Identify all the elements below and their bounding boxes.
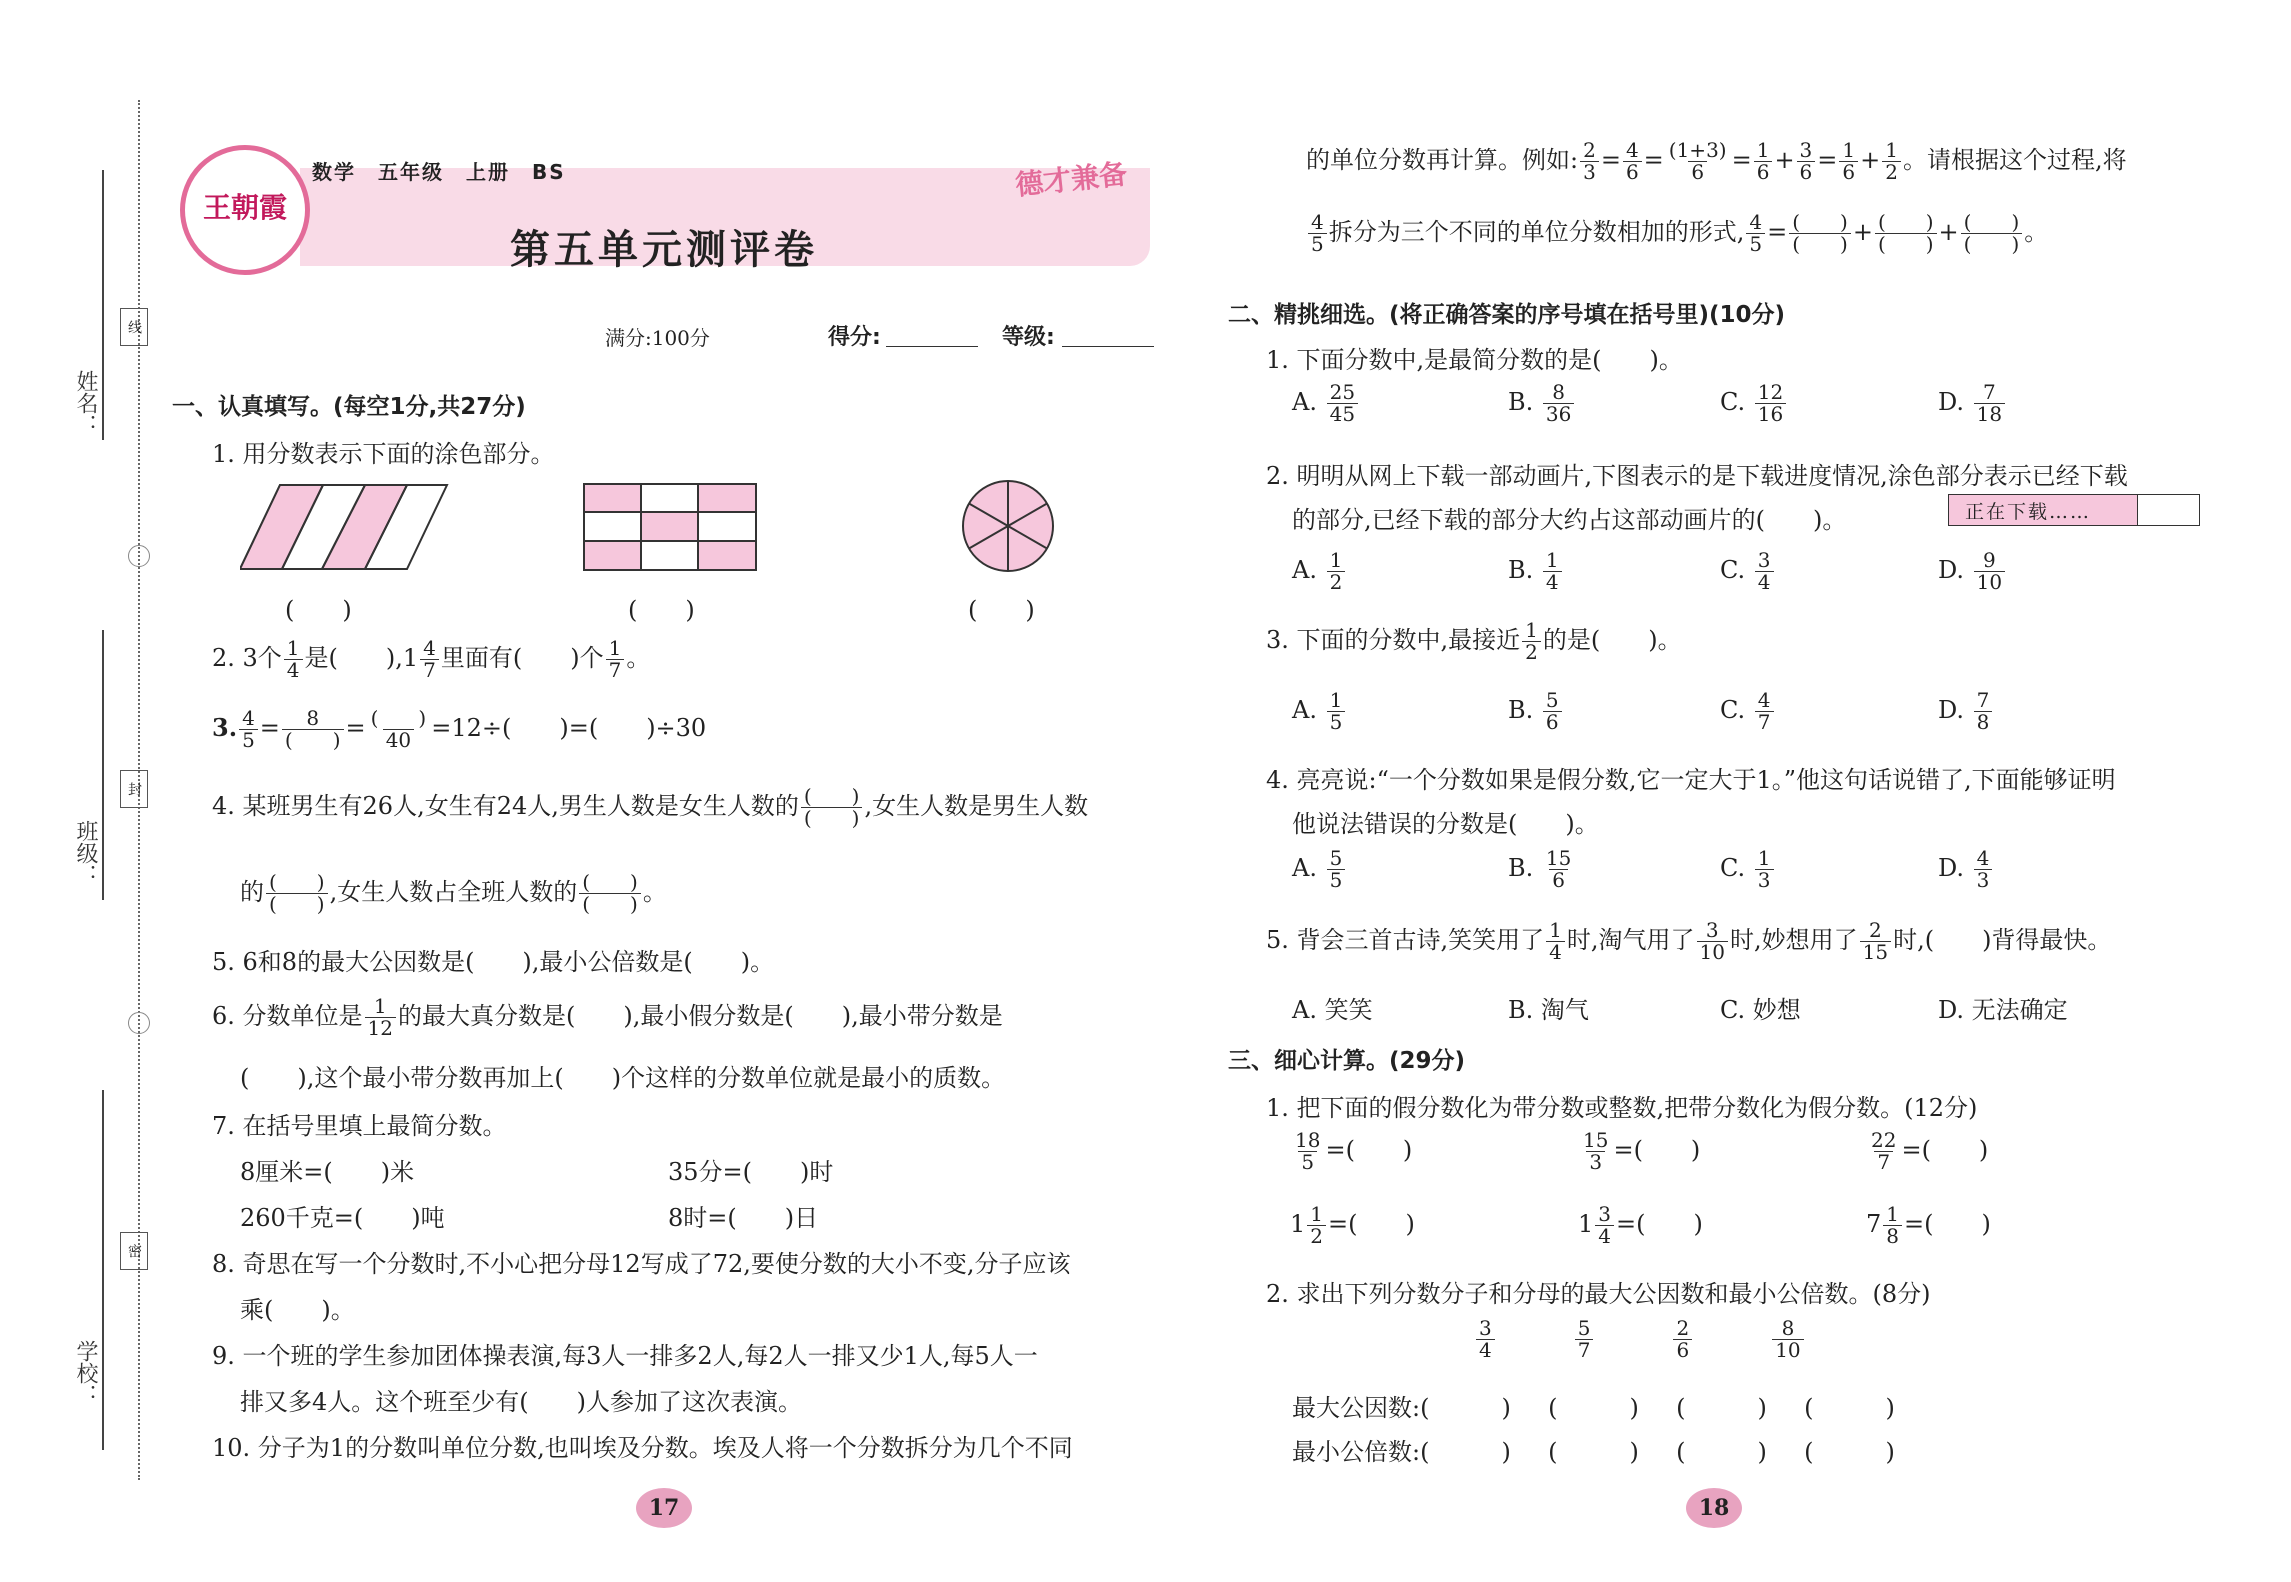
grade-label: 等级: [1002,325,1055,350]
answer-paren-1b[interactable]: ( ) [628,596,695,624]
calc-q2: 2. 求出下列分数分子和分母的最大公因数和最小公倍数。(8分) [1266,1280,1931,1308]
calc-item-5: 1 $\frac{3}{4}$ =( ) [1578,1202,1703,1248]
choice-q4: 4. 亮亮说:“一个分数如果是假分数,它一定大于1。”他这句话说错了,下面能够证明 [1266,766,2116,794]
question-6: 6. 分数单位是 $\frac{1}{12}$ 的最大真分数是( ),最小假分数是( ),最小带分数是 [212,994,1003,1040]
name-underline [102,170,104,440]
brand-logo [180,145,310,275]
choice-q2-options: A. $\frac{1}{2}$ B. $\frac{1}{4}$ C. $\frac{3}{4}$ D. $\frac{9}{10}$ [1292,550,2042,593]
download-text: 正在下载…… [1965,501,2092,523]
question-4-cont: 的 ( ) ( ) ,女生人数占全班人数的 ( ) ( ) 。 [240,870,667,916]
download-progress-bar [1948,494,2200,526]
question-1: 1. 用分数表示下面的涂色部分。 [212,440,555,468]
calc-q2-fractions: $\frac{3}{4}$ $\frac{5}{7}$ $\frac{2}{6}$ $\frac{8}{10}$ [1474,1318,1806,1361]
choice-q3-options: A. $\frac{1}{5}$ B. $\frac{5}{6}$ C. $\frac{4}{7}$ D. $\frac{7}{8}$ [1292,690,2042,733]
answer-paren-1c[interactable]: ( ) [968,596,1035,624]
q7-item-4: 8时=( )日 [668,1204,819,1232]
lcm-row: 最小公倍数:( ) ( ) ( ) ( ) [1292,1438,1895,1466]
choice-q4-options: A. $\frac{5}{5}$ B. $\frac{15}{6}$ C. $\frac{1}{3}$ D. $\frac{4}{3}$ [1292,848,2042,891]
name-label: 姓名： [73,370,98,436]
calc-item-3: $\frac{22}{7}$ =( ) [1871,1128,1989,1174]
question-10-cont: 的单位分数再计算。例如: $\frac{2}{3}$ = $\frac{4}{6}$ = $\frac{(1+3)}{6}$ = $\frac{1}{6}$ + $\frac{3}{6}$ = $\frac{1}{6}$ + $\frac{1}{2}$ 。请根据这个过程,将 [1306,138,2127,184]
question-8-cont: 乘( )。 [240,1296,355,1324]
class-label: 班级： [73,820,98,886]
question-4: 4. 某班男生有26人,女生有24人,男生人数是女生人数的 ( ) ( ) ,女生人数是男生人数 [212,784,1089,830]
seal-xian: 线 [120,308,148,346]
parallelogram-figure [240,482,450,572]
choice-q4-cont: 他说法错误的分数是( )。 [1292,810,1599,838]
seal-mi: 密 [120,1232,148,1270]
calc-item-6: 7 $\frac{1}{8}$ =( ) [1866,1202,1991,1248]
question-8: 8. 奇思在写一个分数时,不小心把分母12写成了72,要使分数的大小不变,分子应该 [212,1250,1071,1278]
calc-q1: 1. 把下面的假分数化为带分数或整数,把带分数化为假分数。(12分) [1266,1094,1978,1122]
choice-q2-cont: 的部分,已经下载的部分大约占这部动画片的( )。 [1292,506,1847,534]
question-10: 10. 分子为1的分数叫单位分数,也叫埃及分数。埃及人将一个分数拆分为几个不同 [212,1434,1073,1462]
question-9: 9. 一个班的学生参加团体操表演,每3人一排多2人,每2人一排又少1人,每5人一 [212,1342,1038,1370]
calc-item-2: $\frac{15}{3}$ =( ) [1583,1128,1701,1174]
page-title: 第五单元测评卷 [510,227,818,273]
circle-figure [960,478,1056,574]
choice-q2: 2. 明明从网上下载一部动画片,下图表示的是下载进度情况,涂色部分表示已经下载 [1266,462,2128,490]
question-10-cont2: $\frac{4}{5}$ 拆分为三个不同的单位分数相加的形式, $\frac{4}{5}$ = ( ) ( ) + ( ) ( ) + ( ) ( ) 。 [1306,212,2048,255]
fraction: $\frac{4}{7}$ [420,638,439,681]
q7-item-2: 35分=( )时 [668,1158,834,1186]
punch-hole-1 [128,545,150,567]
logo-text: 王朝霞 [202,191,287,224]
fraction: $\frac{1}{7}$ [606,638,625,681]
choice-q3: 3. 下面的分数中,最接近 $\frac{1}{2}$ 的是( )。 [1266,618,1682,664]
subject-line: 数学 五年级 上册 BS [312,160,566,184]
rectangle-grid-figure [582,482,758,572]
question-7: 7. 在括号里填上最简分数。 [212,1112,507,1140]
score-label: 得分: [828,325,881,350]
section-2-title: 二、精挑细选。(将正确答案的序号填在括号里)(10分) [1228,302,1786,328]
question-2: 2. 3个 $\frac{1}{4}$ 是( ),1 $\frac{4}{7}$ 里面有( )个 $\frac{1}{7}$ 。 [212,636,651,682]
full-score: 满分:100分 [605,326,710,350]
grade-field[interactable] [1062,346,1154,347]
calc-item-4: 1 $\frac{1}{2}$ =( ) [1290,1202,1415,1248]
question-5: 5. 6和8的最大公因数是( ),最小公倍数是( )。 [212,948,775,976]
school-underline [102,1090,104,1450]
choice-q1: 1. 下面分数中,是最简分数的是( )。 [1266,346,1683,374]
score-field[interactable] [886,346,978,347]
fraction: $\frac{1}{4}$ [284,638,303,681]
gcd-row: 最大公因数:( ) ( ) ( ) ( ) [1292,1394,1895,1422]
school-label: 学校： [73,1340,98,1406]
question-3: 3. $\frac{4}{5}$ = 8 ( ) = ( ) 40 =12÷( )=( )÷30 [212,706,707,752]
seal-feng: 封 [120,770,148,808]
q7-item-1: 8厘米=( )米 [240,1158,415,1186]
question-9-cont: 排又多4人。这个班至少有( )人参加了这次表演。 [240,1388,802,1416]
choice-q5-options: A. 笑笑 B. 淘气 C. 妙想 D. 无法确定 [1292,996,2068,1024]
calc-item-1: $\frac{18}{5}$ =( ) [1295,1128,1413,1174]
punch-hole-2 [128,1012,150,1034]
question-6-cont: ( ),这个最小带分数再加上( )个这样的分数单位就是最小的质数。 [240,1064,1006,1092]
badge-dezhai: 德才兼备 [1013,157,1129,202]
answer-paren-1a[interactable]: ( ) [285,596,352,624]
page-number-right: 18 [1686,1488,1742,1528]
page-number-left: 17 [636,1488,692,1528]
choice-q1-options: A. $\frac{25}{45}$ B. $\frac{8}{36}$ C. $\frac{12}{16}$ D. $\frac{7}{18}$ [1292,382,2042,425]
choice-q5: 5. 背会三首古诗,笑笑用了 $\frac{1}{4}$ 时,淘气用了 $\frac{3}{10}$ 时,妙想用了 $\frac{2}{15}$ 时,( )背得最快。 [1266,918,2112,964]
section-3-title: 三、细心计算。(29分) [1228,1048,1466,1074]
q7-item-3: 260千克=( )吨 [240,1204,445,1232]
class-underline [102,630,104,900]
section-1-title: 一、认真填写。(每空1分,共27分) [172,394,526,420]
